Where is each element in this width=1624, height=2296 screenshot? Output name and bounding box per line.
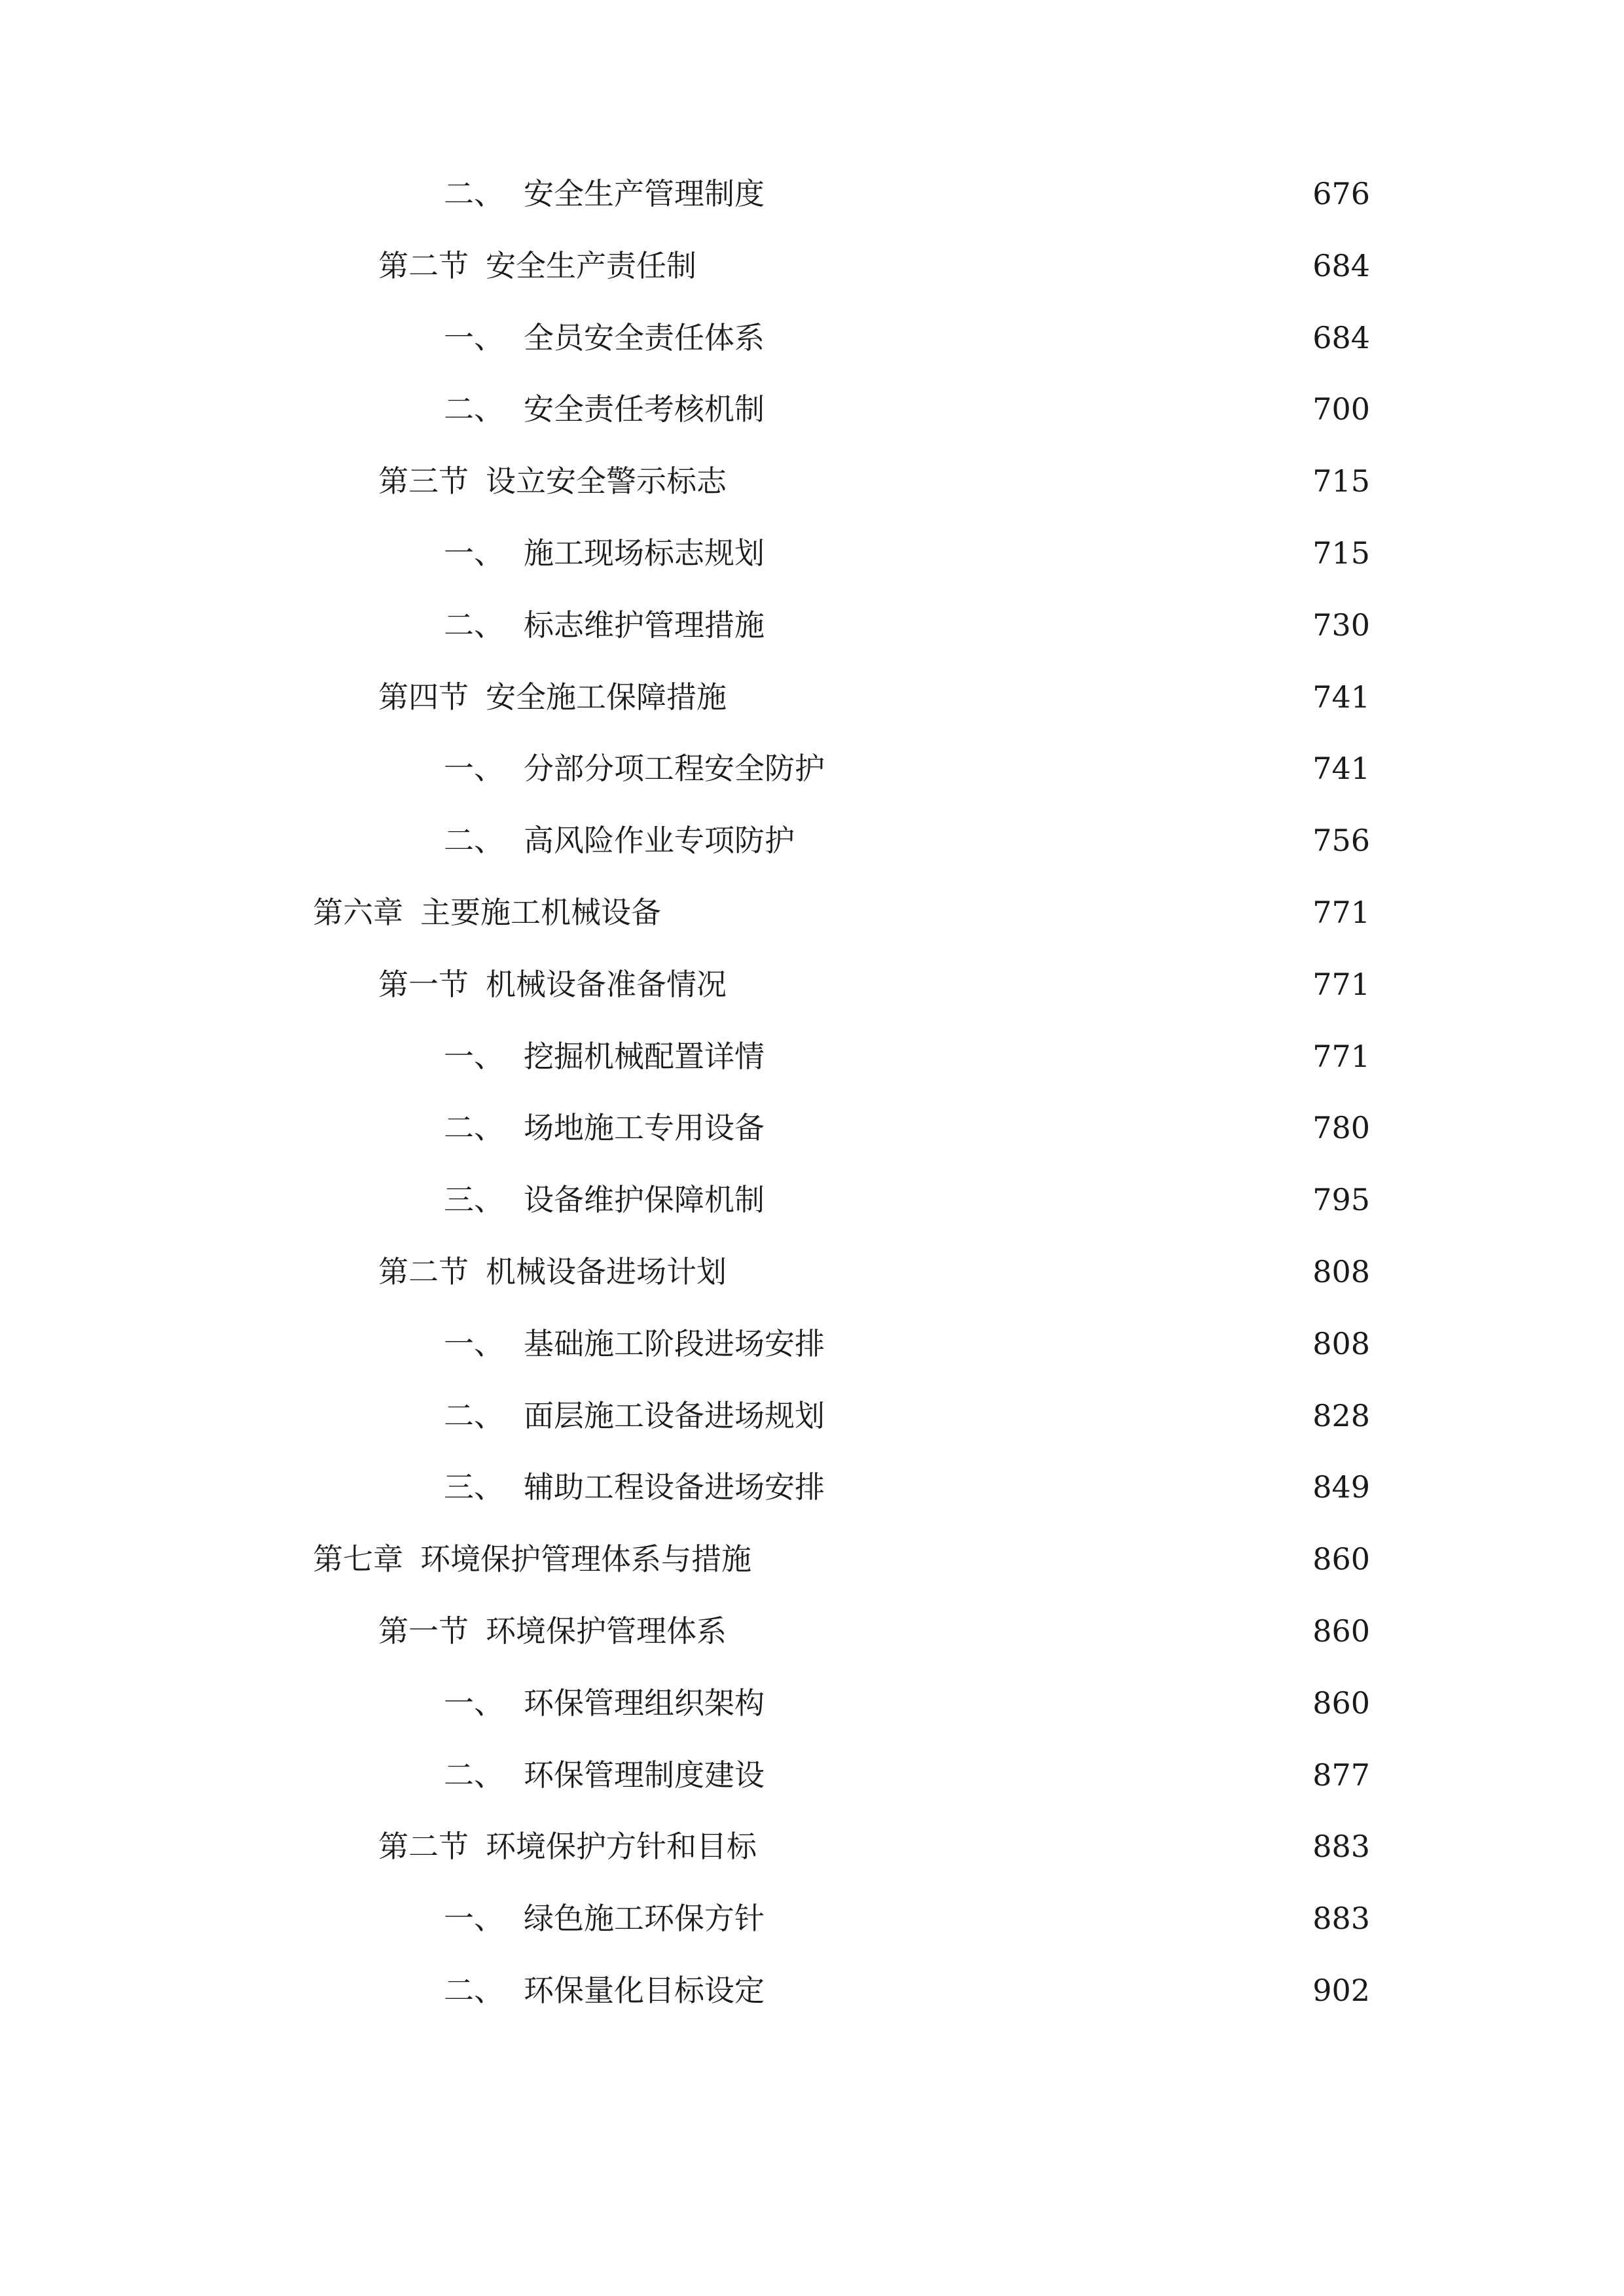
- toc-entry-number: 三、: [444, 1182, 504, 1217]
- toc-entry[interactable]: [378, 1246, 1370, 1298]
- toc-dot-leader: [833, 742, 1306, 795]
- toc-entry-number: 一、: [444, 320, 504, 355]
- toc-entry[interactable]: [444, 1318, 1370, 1370]
- toc-entry-number: 一、: [444, 1901, 504, 1936]
- toc-entry-title: 安全责任考核机制: [524, 391, 765, 427]
- toc-entry-title: 挖掘机械配置详情: [524, 1039, 765, 1074]
- toc-entry-page: 860: [1312, 1541, 1370, 1577]
- toc-entry-page: 849: [1312, 1469, 1370, 1505]
- toc-dot-leader: [704, 240, 1306, 292]
- toc-entry[interactable]: [444, 1461, 1370, 1513]
- toc-entry-title: 设备维护保障机制: [524, 1182, 765, 1217]
- toc-entry-title: 环境保护管理体系与措施: [420, 1541, 751, 1577]
- toc-entry-page: 808: [1312, 1254, 1370, 1289]
- toc-entry[interactable]: [444, 1964, 1370, 2017]
- toc-dot-leader: [734, 958, 1306, 1011]
- toc-entry-number: 二、: [444, 823, 504, 858]
- toc-entry-page: 795: [1312, 1182, 1370, 1217]
- toc-entry-page: 808: [1312, 1326, 1370, 1361]
- toc-entry-page: 877: [1312, 1757, 1370, 1793]
- toc-entry-page: 771: [1312, 967, 1370, 1002]
- toc-entry[interactable]: [444, 383, 1370, 435]
- toc-entry-number: 二、: [444, 1757, 504, 1793]
- toc-dot-leader: [765, 1820, 1306, 1873]
- toc-entry-title: 安全生产责任制: [486, 248, 696, 283]
- toc-entry[interactable]: [444, 1749, 1370, 1801]
- toc-dot-leader: [772, 1677, 1306, 1729]
- toc-entry-title: 分部分项工程安全防护: [524, 751, 825, 786]
- toc-dot-leader: [734, 455, 1306, 507]
- toc-dot-leader: [772, 1892, 1306, 1945]
- toc-entry-page: 684: [1312, 320, 1370, 355]
- toc-entry-page: 902: [1312, 1973, 1370, 2008]
- toc-entry-number: 一、: [444, 1685, 504, 1721]
- toc-dot-leader: [772, 527, 1306, 579]
- toc-entry-title: 设立安全警示标志: [486, 463, 727, 499]
- toc-entry-page: 756: [1312, 823, 1370, 858]
- toc-dot-leader: [734, 1246, 1306, 1298]
- toc-entry-title: 环保管理制度建设: [524, 1757, 765, 1793]
- toc-entry-title: 施工现场标志规划: [524, 535, 765, 571]
- toc-entry-title: 场地施工专用设备: [524, 1110, 765, 1145]
- toc-entry-title: 机械设备准备情况: [486, 967, 727, 1002]
- toc-entry-page: 771: [1312, 895, 1370, 930]
- toc-entry-number: 三、: [444, 1469, 504, 1505]
- toc-entry-number: 二、: [444, 607, 504, 643]
- toc-dot-leader: [734, 1605, 1306, 1657]
- toc-entry-title: 机械设备进场计划: [486, 1254, 727, 1289]
- toc-entry-page: 883: [1312, 1829, 1370, 1864]
- toc-entry-number: 第七章: [313, 1541, 403, 1577]
- toc-entry[interactable]: [378, 958, 1370, 1011]
- toc-entry[interactable]: [378, 671, 1370, 723]
- toc-entry-page: 741: [1312, 679, 1370, 715]
- toc-entry-page: 860: [1312, 1685, 1370, 1721]
- toc-entry-page: 828: [1312, 1398, 1370, 1433]
- toc-entry[interactable]: [378, 240, 1370, 292]
- toc-entry-number: 二、: [444, 1398, 504, 1433]
- toc-dot-leader: [772, 383, 1306, 435]
- toc-entry-title: 全员安全责任体系: [524, 320, 765, 355]
- toc-entry[interactable]: [444, 814, 1370, 867]
- toc-entry-page: 676: [1312, 176, 1370, 211]
- toc-entry-number: 二、: [444, 391, 504, 427]
- toc-dot-leader: [772, 1102, 1306, 1154]
- toc-entry-number: 第一节: [378, 967, 469, 1002]
- toc-entry-number: 第二节: [378, 1829, 469, 1864]
- toc-dot-leader: [772, 1174, 1306, 1226]
- toc-entry-number: 第二节: [378, 1254, 469, 1289]
- toc-entry-number: 第四节: [378, 679, 469, 715]
- toc-entry-title: 环境保护管理体系: [486, 1613, 727, 1649]
- toc-entry-title: 辅助工程设备进场安排: [524, 1469, 825, 1505]
- toc-entry-title: 环境保护方针和目标: [486, 1829, 757, 1864]
- toc-dot-leader: [772, 599, 1306, 651]
- toc-entry-title: 绿色施工环保方针: [524, 1901, 765, 1936]
- toc-entry-number: 二、: [444, 176, 504, 211]
- toc-dot-leader: [833, 1318, 1306, 1370]
- toc-dot-leader: [772, 1964, 1306, 2017]
- toc-dot-leader: [833, 1461, 1306, 1513]
- toc-entry-page: 860: [1312, 1613, 1370, 1649]
- toc-entry-page: 715: [1312, 463, 1370, 499]
- toc-entry[interactable]: [444, 527, 1370, 579]
- toc-entry[interactable]: [444, 1102, 1370, 1154]
- toc-entry-title: 面层施工设备进场规划: [524, 1398, 825, 1433]
- toc-entry[interactable]: [313, 886, 1370, 939]
- toc-entry-page: 771: [1312, 1039, 1370, 1074]
- toc-entry-number: 第一节: [378, 1613, 469, 1649]
- toc-entry-number: 一、: [444, 1039, 504, 1074]
- toc-entry-title: 环保量化目标设定: [524, 1973, 765, 2008]
- toc-entry[interactable]: [444, 1677, 1370, 1729]
- toc-entry[interactable]: [378, 455, 1370, 507]
- toc-dot-leader: [833, 1390, 1306, 1442]
- toc-entry-title: 环保管理组织架构: [524, 1685, 765, 1721]
- toc-entry-number: 第六章: [313, 895, 403, 930]
- toc-entry-page: 730: [1312, 607, 1370, 643]
- toc-entry[interactable]: [444, 1174, 1370, 1226]
- toc-entry[interactable]: [444, 168, 1370, 220]
- toc-entry-title: 基础施工阶段进场安排: [524, 1326, 825, 1361]
- toc-entry-title: 安全施工保障措施: [486, 679, 727, 715]
- toc-entry-title: 标志维护管理措施: [524, 607, 765, 643]
- toc-entry-title: 安全生产管理制度: [524, 176, 765, 211]
- toc-entry[interactable]: [444, 1892, 1370, 1945]
- toc-entry-page: 700: [1312, 391, 1370, 427]
- toc-dot-leader: [759, 1533, 1306, 1585]
- toc-entry-number: 一、: [444, 751, 504, 786]
- toc-entry-title: 主要施工机械设备: [420, 895, 661, 930]
- toc-entry-number: 二、: [444, 1110, 504, 1145]
- toc-entry-page: 715: [1312, 535, 1370, 571]
- toc-entry[interactable]: [378, 1820, 1370, 1873]
- toc-entry-number: 第二节: [378, 248, 469, 283]
- toc-entry-page: 741: [1312, 751, 1370, 786]
- toc-entry-page: 883: [1312, 1901, 1370, 1936]
- toc-entry[interactable]: [378, 1605, 1370, 1657]
- toc-entry-page: 780: [1312, 1110, 1370, 1145]
- toc-entry[interactable]: [444, 1390, 1370, 1442]
- toc-dot-leader: [734, 671, 1306, 723]
- toc-dot-leader: [669, 886, 1306, 939]
- toc-entry[interactable]: [444, 599, 1370, 651]
- toc-entry-title: 高风险作业专项防护: [524, 823, 795, 858]
- toc-dot-leader: [803, 814, 1306, 867]
- toc-entry-number: 第三节: [378, 463, 469, 499]
- toc-entry-page: 684: [1312, 248, 1370, 283]
- toc-entry[interactable]: [444, 312, 1370, 364]
- toc-entry[interactable]: [444, 742, 1370, 795]
- toc-entry[interactable]: [313, 1533, 1370, 1585]
- toc-dot-leader: [772, 1749, 1306, 1801]
- toc-entry-number: 一、: [444, 535, 504, 571]
- toc-dot-leader: [772, 1030, 1306, 1083]
- toc-entry[interactable]: [444, 1030, 1370, 1083]
- toc-dot-leader: [772, 168, 1306, 220]
- toc-dot-leader: [772, 312, 1306, 364]
- toc-entry-number: 二、: [444, 1973, 504, 2008]
- toc-entry-number: 一、: [444, 1326, 504, 1361]
